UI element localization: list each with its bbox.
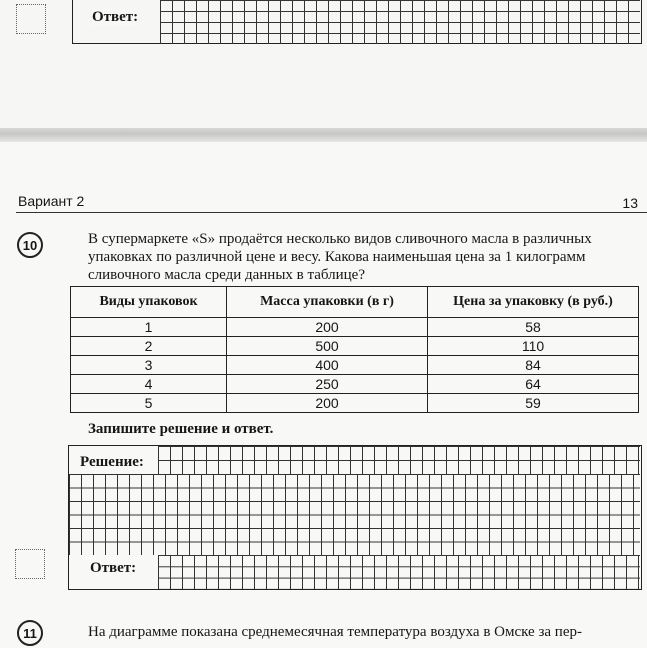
table-cell: 250 xyxy=(227,375,428,394)
previous-answer-grid[interactable] xyxy=(160,0,640,44)
question-11-text: На диаграмме показана среднемесячная температура воздуха в Омске за пер- xyxy=(88,624,582,640)
packaging-table xyxy=(70,286,639,413)
previous-answer-label: Ответ: xyxy=(92,9,139,25)
column-header-mass: Масса упаковки (в г) xyxy=(227,287,428,318)
table-header-row xyxy=(71,287,639,318)
table-cell: 200 xyxy=(227,318,428,337)
score-checkbox[interactable] xyxy=(15,549,45,579)
table-row xyxy=(71,356,639,375)
table-cell: 59 xyxy=(428,394,639,413)
question-10-text: В супермаркете «S» продаётся несколько видов сливочного масла в различных упаковках по различной цене и весу. Какова наименьшая цена за 1 килограмм сливочного масла среди данных в таблице? xyxy=(88,231,592,283)
table-row xyxy=(71,375,639,394)
table-cell: 64 xyxy=(428,375,639,394)
column-header-price: Цена за упаковку (в руб.) xyxy=(428,287,639,318)
solution-grid[interactable] xyxy=(69,474,640,555)
instruction-text: Запишите решение и ответ. xyxy=(88,421,274,437)
header-divider xyxy=(16,212,647,213)
table-cell: 5 xyxy=(71,394,227,413)
table-cell: 110 xyxy=(428,337,639,356)
table-cell: 58 xyxy=(428,318,639,337)
answer-label: Ответ: xyxy=(90,560,137,576)
question-11-number-badge: 11 xyxy=(17,620,43,646)
table-cell: 200 xyxy=(227,394,428,413)
table-cell: 3 xyxy=(71,356,227,375)
table-cell: 4 xyxy=(71,375,227,394)
table-cell: 84 xyxy=(428,356,639,375)
previous-score-checkbox[interactable] xyxy=(16,4,46,34)
page-gap xyxy=(0,128,647,142)
table-cell: 500 xyxy=(227,337,428,356)
table-row xyxy=(71,337,639,356)
page-number: 13 xyxy=(622,195,638,211)
solution-label: Решение: xyxy=(80,454,144,470)
column-header-package-type: Виды упаковок xyxy=(71,287,227,318)
table-row xyxy=(71,394,639,413)
table-row xyxy=(71,318,639,337)
table-cell: 400 xyxy=(227,356,428,375)
table-cell: 1 xyxy=(71,318,227,337)
variant-header: Вариант 2 xyxy=(18,193,85,209)
table-cell: 2 xyxy=(71,337,227,356)
answer-grid[interactable] xyxy=(158,555,640,589)
solution-grid-top[interactable] xyxy=(158,446,640,474)
question-10-number-badge: 10 xyxy=(17,232,43,258)
